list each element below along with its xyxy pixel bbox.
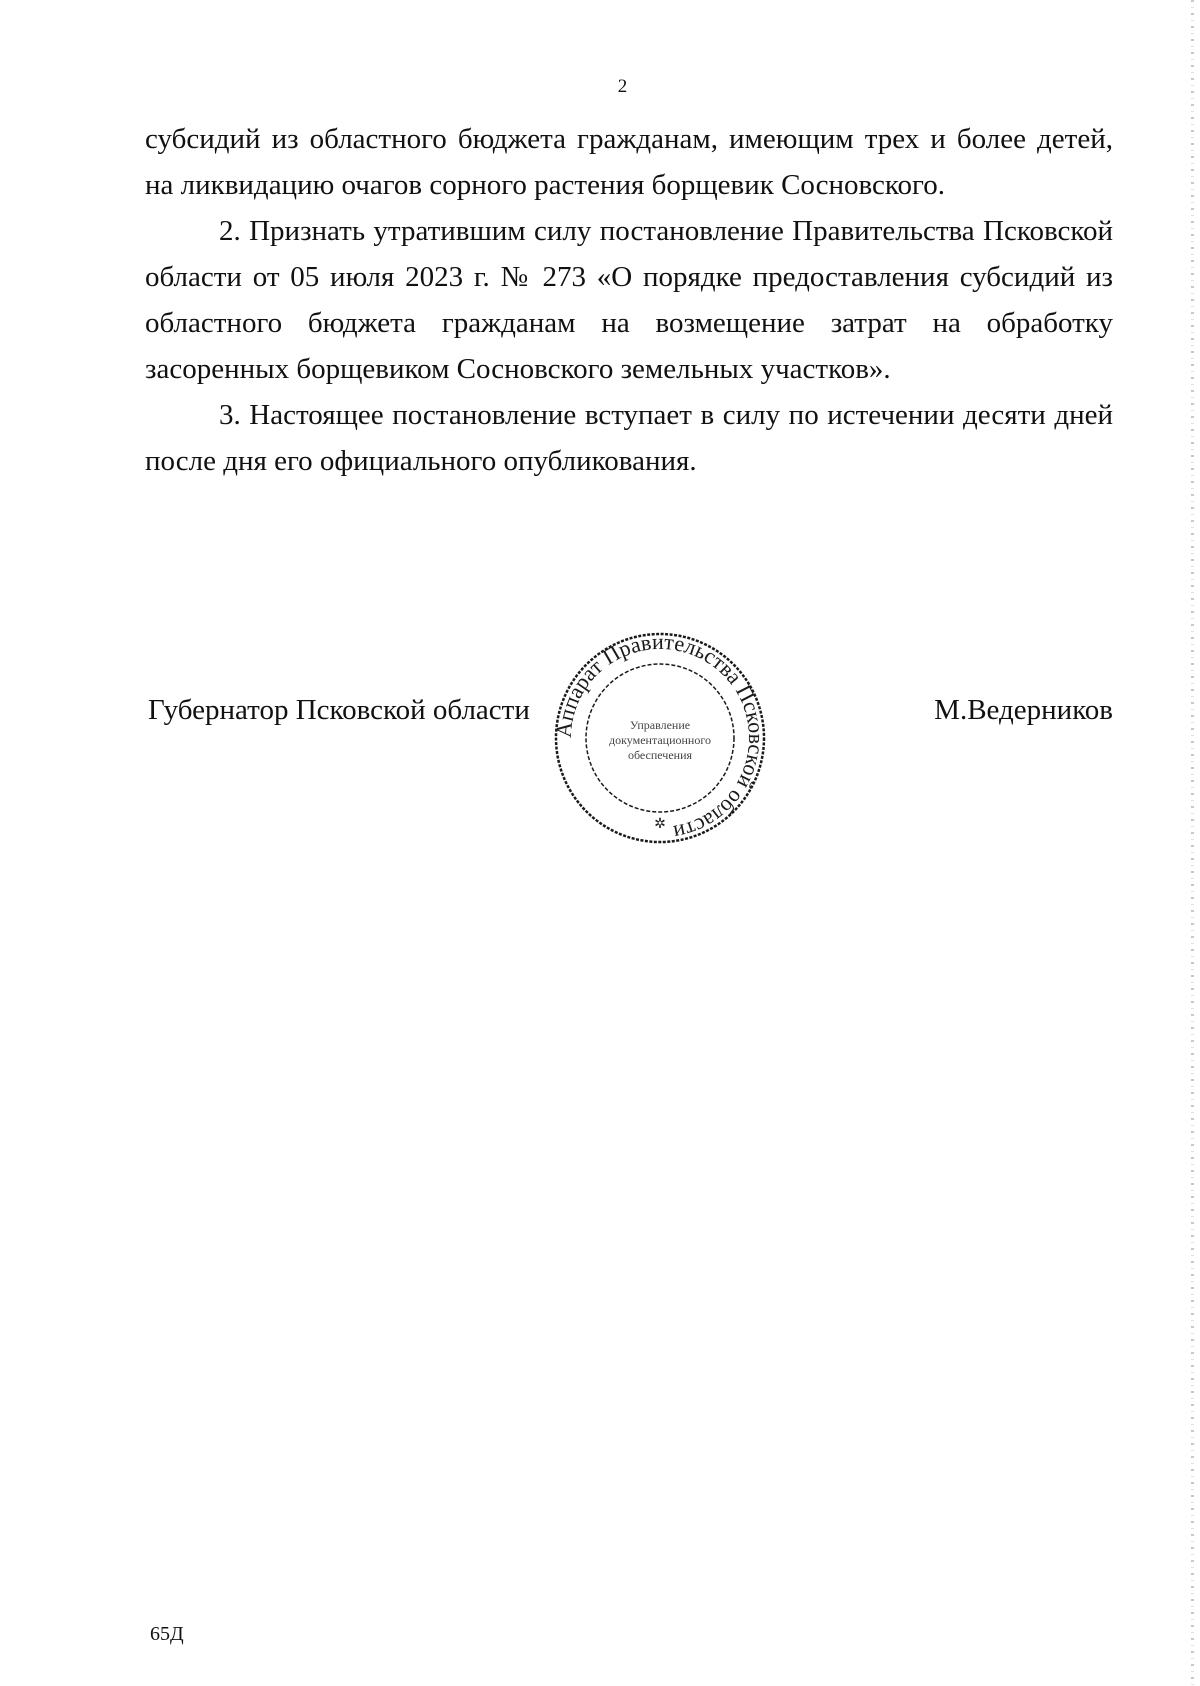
signatory-name: М.Ведерников bbox=[934, 694, 1113, 726]
seal-center-text bbox=[590, 718, 730, 763]
signatory-title: Губернатор Псковской области bbox=[148, 694, 530, 726]
document-body bbox=[145, 116, 1113, 484]
seal-center-line-1: Управление bbox=[629, 718, 691, 732]
official-seal bbox=[550, 628, 770, 848]
paragraph-2: 2. Признать утратившим силу постановление Правительства Псковской области от 05 июля 2023 г. № 273 «О порядке предоставления субсидий из областного бюджета гражданам на возмещение затрат на обработку засоренных борщевиком Сосновского земельных участков». bbox=[145, 215, 1113, 385]
paragraph-continuation: субсидий из областного бюджета гражданам, имеющим трех и более детей, на ликвидацию очагов сорного растения борщевик Сосновского. bbox=[145, 123, 1113, 201]
seal-emblem: ✲ bbox=[654, 816, 666, 832]
seal-center-line-3: обеспечения bbox=[627, 748, 693, 762]
scan-edge-artifact bbox=[1191, 0, 1194, 1686]
page-number: 2 bbox=[617, 76, 628, 97]
paragraph-3: 3. Настоящее постановление вступает в силу по истечении десяти дней после дня его официального опубликования. bbox=[145, 399, 1113, 477]
seal-ring-text: Аппарат Правительства Псковской области bbox=[550, 628, 770, 846]
document-code: 65Д bbox=[150, 1623, 184, 1645]
seal-center-line-2: документационного bbox=[609, 733, 711, 747]
